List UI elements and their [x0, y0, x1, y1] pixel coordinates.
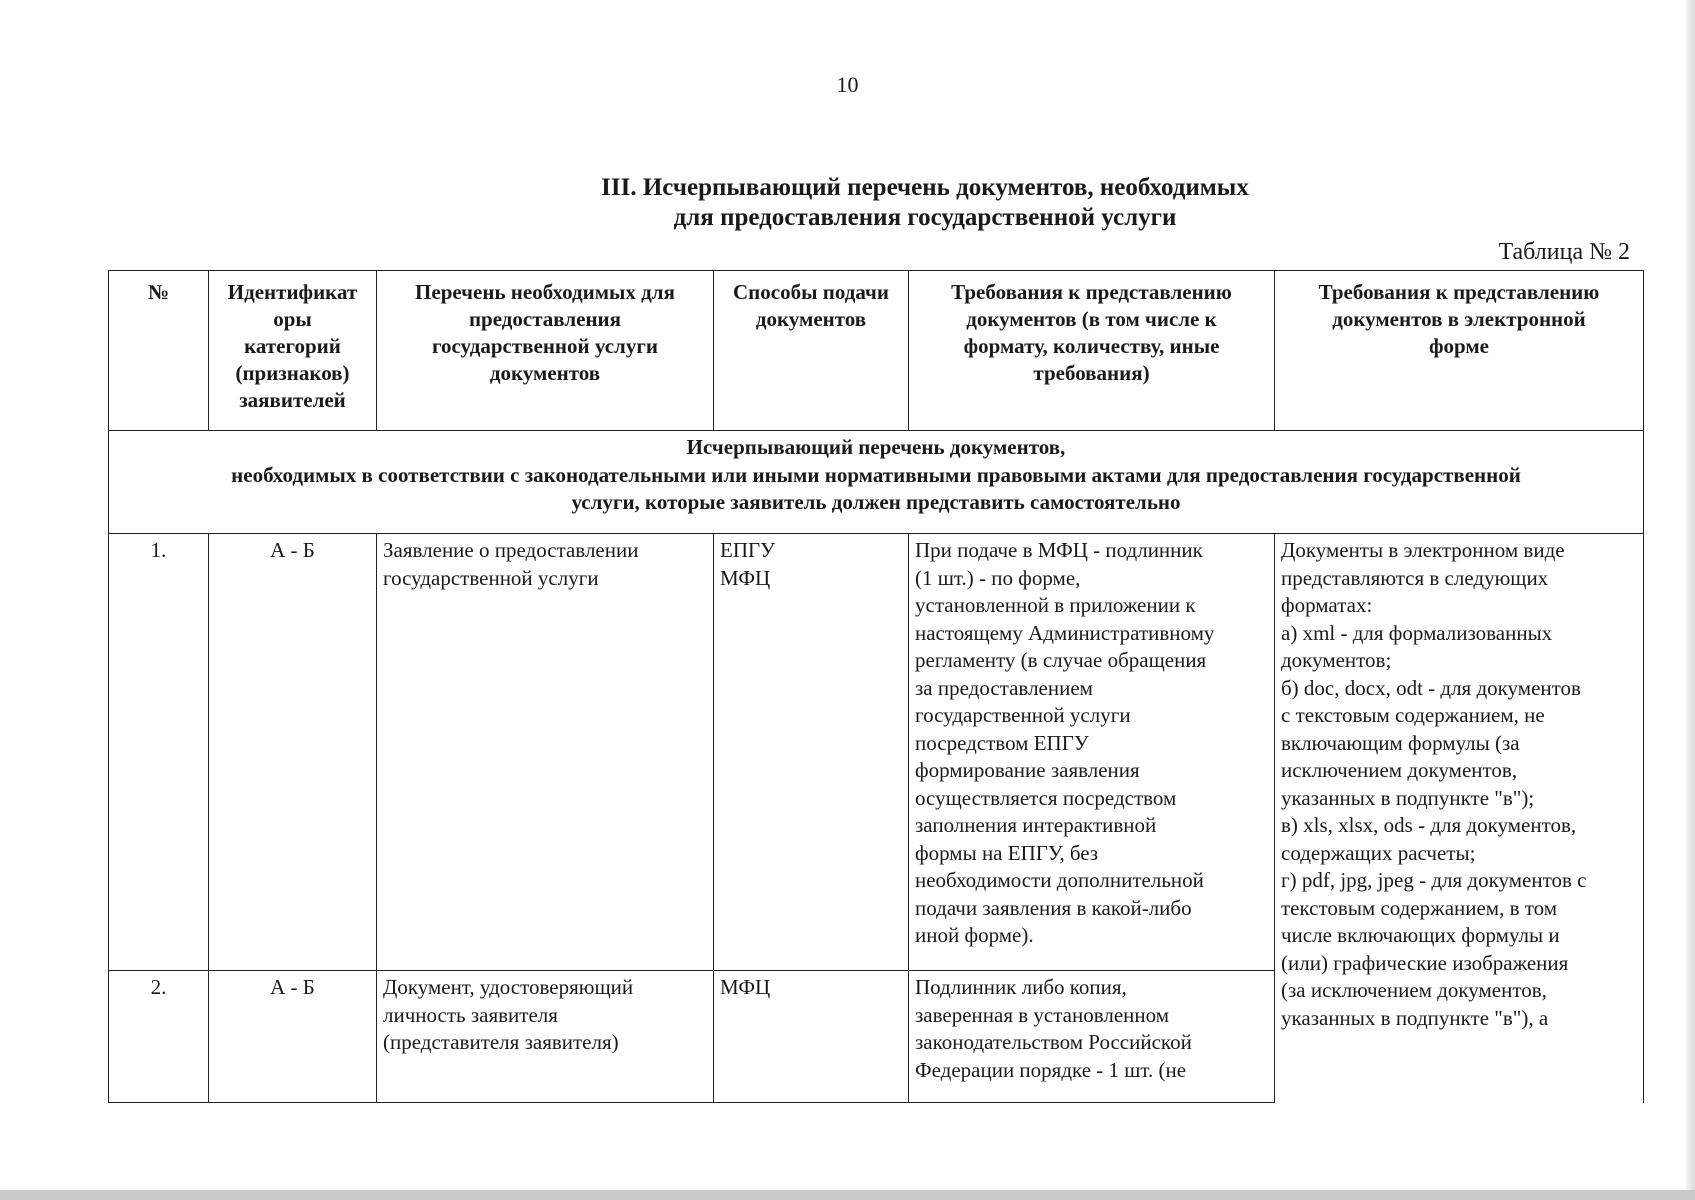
row-2-document: Документ, удостоверяющий личность заявителя (представителя заявителя): [377, 971, 714, 1103]
row-1-requirements: При подаче в МФЦ - подлинник (1 шт.) - по форме, установленной в приложении к настоящему Административному регламенту (в случае обращения за предоставлением государственной услуги посредством ЕПГУ формирование заявления осуществляется посредством заполнения интерактивной формы на ЕПГУ, без необходимости дополнительной подачи заявления в какой-либо иной форме).: [909, 534, 1275, 971]
header-electronic: Требования к представлению документов в электронной форме: [1275, 271, 1644, 431]
row-1-document: Заявление о предоставлении государственной услуги: [377, 534, 714, 971]
group-heading: Исчерпывающий перечень документов, необходимых в соответствии с законодательными или иными нормативными правовыми актами для предоставления государственной услуги, которые заявитель должен представить самостоятельно: [109, 431, 1644, 534]
row-2-requirements: Подлинник либо копия, заверенная в установленном законодательством Российской Федерации порядке - 1 шт. (не: [909, 971, 1275, 1103]
header-documents: Перечень необходимых для предоставления государственной услуги документов: [377, 271, 714, 431]
row-2-identifiers: А - Б: [209, 971, 377, 1103]
header-num: №: [109, 271, 209, 431]
row-2-methods: МФЦ: [714, 971, 909, 1103]
section-title: [420, 173, 1430, 233]
scan-bottom-band: [0, 1190, 1695, 1200]
header-methods: Способы подачи документов: [714, 271, 909, 431]
table-header-row: [109, 271, 1644, 431]
page-number: 10: [836, 72, 859, 97]
row-1-identifiers: А - Б: [209, 534, 377, 971]
group-heading-row: [109, 431, 1644, 534]
page-edge-shadow: [1686, 0, 1695, 1190]
section-title-line-1: III. Исчерпывающий перечень документов, необходимых: [601, 174, 1249, 201]
table-row: [109, 534, 1644, 971]
documents-table: [108, 270, 1644, 1103]
header-identifiers: Идентификат оры категорий (признаков) заявителей: [209, 271, 377, 431]
row-1-methods: ЕПГУ МФЦ: [714, 534, 909, 971]
section-title-line-2: для предоставления государственной услуги: [673, 204, 1177, 231]
row-2-num: 2.: [109, 971, 209, 1103]
electronic-requirements: Документы в электронном виде представляются в следующих форматах: а) xml - для формализованных документов; б) doc, docx, odt - для документов с текстовым содержанием, не включающим формулы (за исключением документов, указанных в подпункте "в"); в) xls, xlsx, ods - для документов, содержащих расчеты; г) pdf, jpg, jpeg - для документов с текстовым содержанием, в том числе включающих формулы и (или) графические изображения (за исключением документов, указанных в подпункте "в"), а: [1275, 534, 1644, 1103]
row-1-num: 1.: [109, 534, 209, 971]
table-label: Таблица № 2: [1498, 239, 1630, 265]
header-requirements: Требования к представлению документов (в том числе к формату, количеству, иные требования): [909, 271, 1275, 431]
